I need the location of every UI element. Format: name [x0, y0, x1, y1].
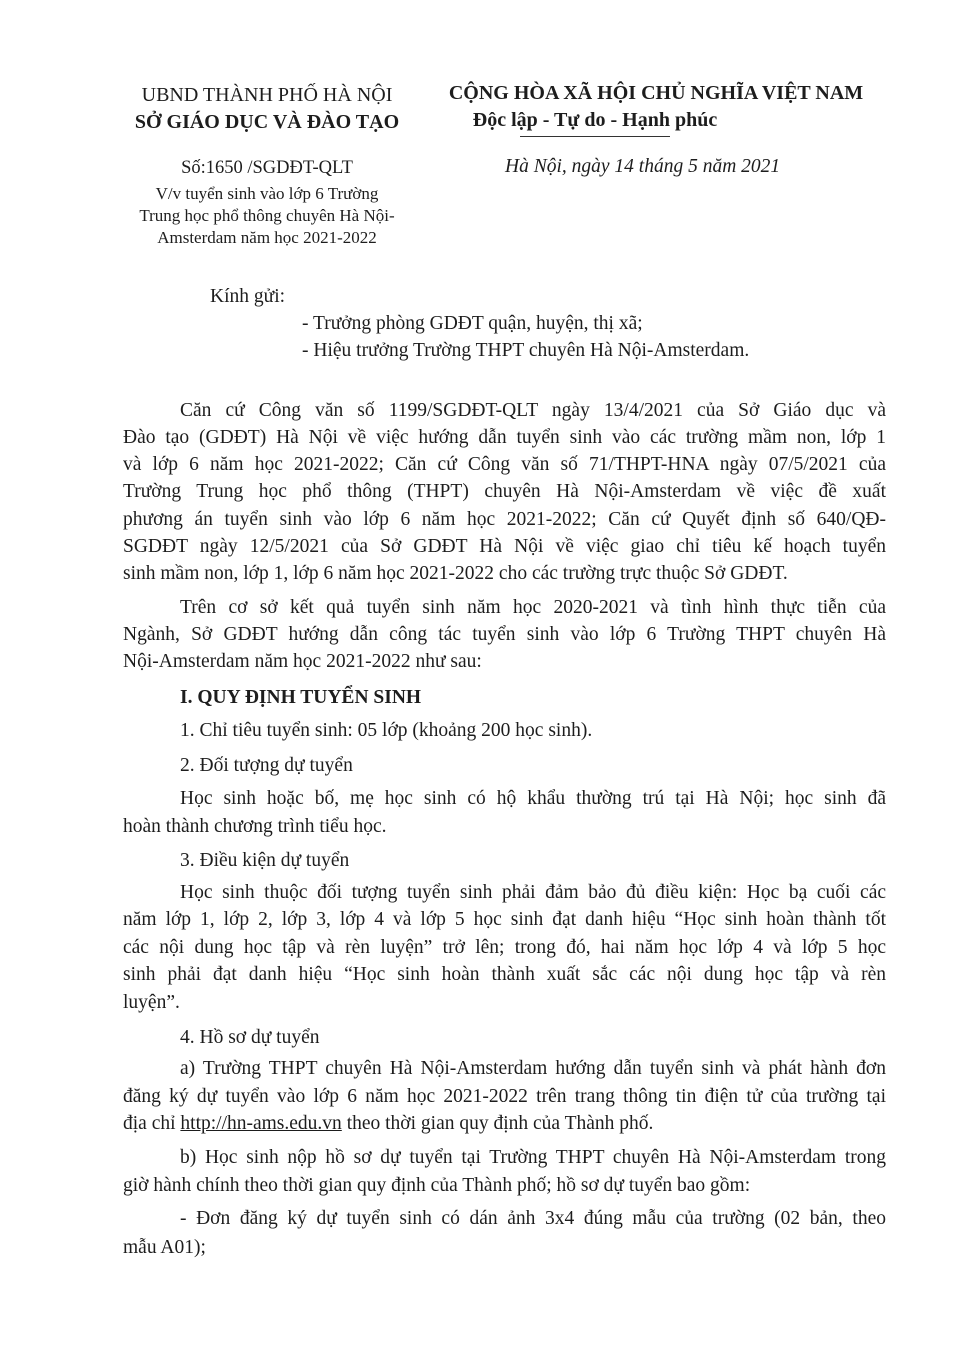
para1-line: SGDĐT ngày 12/5/2021 của Sở GDĐT Hà Nội về việc giao chỉ tiêu kế hoạch tuyển — [123, 536, 886, 557]
place-date: Hà Nội, ngày 14 tháng 5 năm 2021 — [505, 156, 781, 177]
subject-line-1: V/v tuyển sinh vào lớp 6 Trường — [155, 184, 379, 203]
item-2-heading: 2. Đối tượng dự tuyển — [180, 755, 353, 776]
address-suffix: theo thời gian quy định của Thành phố. — [341, 1113, 654, 1134]
item-4-heading: 4. Hồ sơ dự tuyển — [180, 1027, 320, 1048]
document-number: Số:1650 /SGDĐT-QLT — [181, 158, 353, 178]
para2-line: Nội-Amsterdam năm học 2021-2022 như sau: — [123, 651, 482, 672]
item-3-text: sinh phải đạt danh hiệu “Học sinh hoàn thành xuất sắc các nội dung học tập và rèn — [123, 964, 886, 985]
item-4a-text: đăng ký dự tuyển vào lớp 6 năm học 2021-2022 trên trang thông tin điện tử của trường tại — [123, 1086, 886, 1107]
item-3-text: luyện”. — [123, 992, 180, 1013]
item-3-text: các nội dung học tập và rèn luyện” trở lên; trong đó, hai năm học lớp 4 và lớp 5 học — [123, 937, 886, 958]
national-title: CỘNG HÒA XÃ HỘI CHỦ NGHĨA VIỆT NAM — [448, 82, 864, 104]
item-4b-text: b) Học sinh nộp hồ sơ dự tuyển tại Trường THPT chuyên Hà Nội-Amsterdam trong — [180, 1147, 886, 1168]
address-prefix: địa chỉ — [123, 1113, 181, 1134]
section-title: I. QUY ĐỊNH TUYỂN SINH — [180, 687, 422, 708]
department-name: SỞ GIÁO DỤC VÀ ĐÀO TẠO — [134, 111, 400, 133]
agency-name: UBND THÀNH PHỐ HÀ NỘI — [141, 84, 393, 106]
item-4b-list: mẫu A01); — [123, 1237, 206, 1258]
para1-line: Căn cứ Công văn số 1199/SGDĐT-QLT ngày 13/4/2021 của Sở Giáo dục và — [180, 400, 886, 421]
school-website-link[interactable]: http://hn-ams.edu.vn — [180, 1113, 342, 1134]
item-1: 1. Chỉ tiêu tuyển sinh: 05 lớp (khoảng 200 học sinh). — [180, 720, 593, 741]
item-3-text: Học sinh thuộc đối tượng tuyển sinh phải đảm bảo đủ điều kiện: Học bạ cuối các — [180, 882, 886, 903]
para1-line: Trường Trung học phổ thông (THPT) chuyên Hà Nội-Amsterdam về việc đề xuất — [123, 481, 886, 502]
greeting: Kính gửi: — [210, 286, 286, 307]
recipient-2: - Hiệu trưởng Trường THPT chuyên Hà Nội-Amsterdam. — [302, 340, 750, 361]
para1-line: phương án tuyển sinh vào lớp 6 năm học 2021-2022; Căn cứ Quyết định số 640/QĐ- — [123, 509, 886, 530]
para1-line: sinh mầm non, lớp 1, lớp 6 năm học 2021-2022 cho các trường trực thuộc Sở GDĐT. — [123, 563, 788, 584]
para2-line: Ngành, Sở GDĐT hướng dẫn công tác tuyển sinh vào lớp 6 Trường THPT chuyên Hà — [123, 624, 886, 645]
para1-line: và lớp 6 năm học 2021-2022; Căn cứ Công văn số 71/THPT-HNA ngày 07/5/2021 của — [123, 454, 886, 475]
item-4b-list: - Đơn đăng ký dự tuyển sinh có dán ảnh 3x4 đúng mẫu của trường (02 bản, theo — [180, 1208, 886, 1229]
national-motto: Độc lập - Tự do - Hạnh phúc — [472, 109, 718, 131]
recipient-1: - Trưởng phòng GDĐT quận, huyện, thị xã; — [302, 313, 643, 334]
item-2-text: hoàn thành chương trình tiểu học. — [123, 816, 387, 837]
item-3-heading: 3. Điều kiện dự tuyển — [180, 850, 350, 871]
subject-line-2: Trung học phổ thông chuyên Hà Nội- — [139, 206, 395, 225]
item-4a-address — [123, 1113, 653, 1135]
item-3-text: năm lớp 1, lớp 2, lớp 3, lớp 4 và lớp 5 học sinh đạt danh hiệu “Học sinh hoàn thành tốt — [123, 909, 886, 930]
para2-line: Trên cơ sở kết quả tuyển sinh năm học 2020-2021 và tình hình thực tiễn của — [180, 597, 886, 618]
subject-line-3: Amsterdam năm học 2021-2022 — [157, 228, 377, 247]
item-2-text: Học sinh hoặc bố, mẹ học sinh có hộ khẩu thường trú tại Hà Nội; học sinh đã — [180, 788, 886, 809]
item-4a-text: a) Trường THPT chuyên Hà Nội-Amsterdam hướng dẫn tuyển sinh và phát hành đơn — [180, 1058, 886, 1079]
para1-line: Đào tạo (GDĐT) Hà Nội về việc hướng dẫn tuyển sinh vào các trường mầm non, lớp 1 — [123, 427, 886, 448]
item-4b-text: giờ hành chính theo thời gian quy định của Thành phố; hồ sơ dự tuyển bao gồm: — [123, 1175, 751, 1196]
motto-underline — [520, 136, 670, 137]
